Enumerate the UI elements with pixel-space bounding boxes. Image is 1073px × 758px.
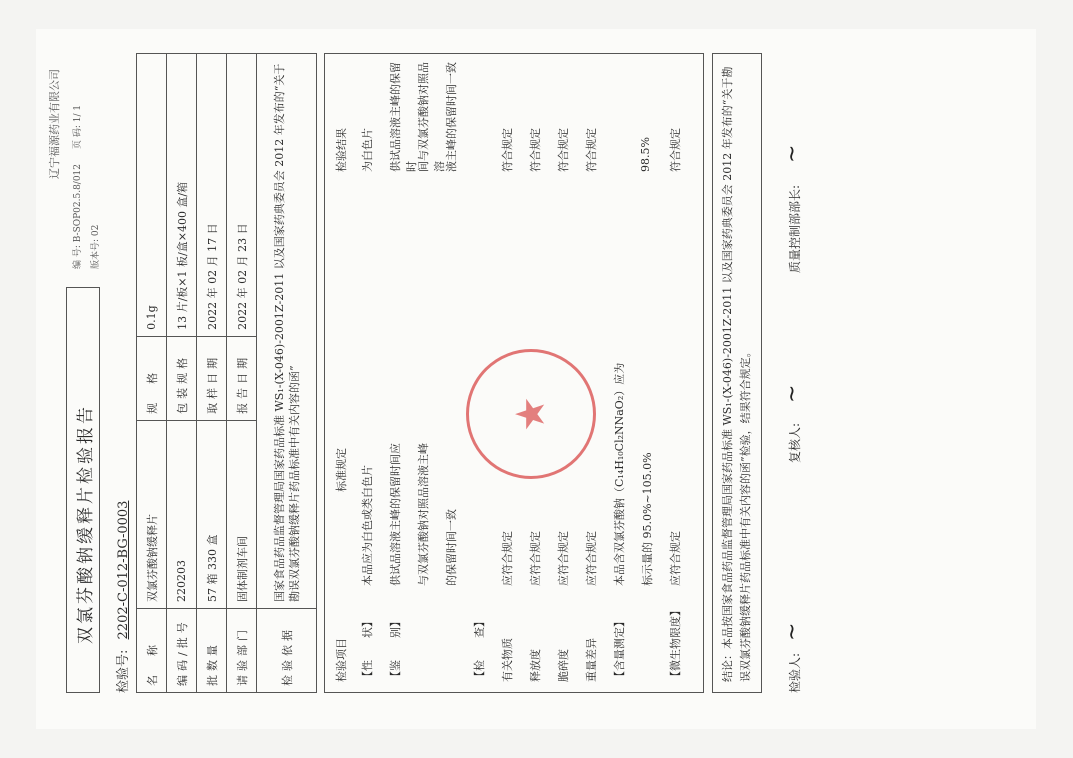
- department-value: 固体制剂车间: [227, 420, 257, 608]
- result-item: 【微生物限度】: [669, 605, 682, 682]
- info-table: [136, 53, 317, 693]
- result-standard: 本品含双氯芬酸钠（C₁₄H₁₀Cl₂NNaO₂）应为: [613, 362, 626, 586]
- result-standard: 的保留时间一致: [445, 509, 458, 586]
- result-item: 重量差异: [585, 638, 598, 682]
- inspector-label: 检验人:: [788, 652, 802, 693]
- result-value: 符合规定: [557, 128, 570, 172]
- report-title: 双氯芬酸钠缓释片检验报告: [66, 287, 100, 693]
- inspector-signature-icon: ~: [780, 622, 805, 641]
- result-standard: 应符合规定: [557, 531, 570, 586]
- result-value: 符合规定: [669, 128, 682, 172]
- sample-date-label: 取样日期: [197, 336, 227, 420]
- result-standard: 应符合规定: [669, 531, 682, 586]
- result-value: 液主峰的保留时间一致: [445, 62, 458, 172]
- result-item: 【鉴 别】: [389, 616, 402, 682]
- report-date-label: 报告日期: [227, 336, 257, 420]
- result-standard: 标示量的 95.0%~105.0%: [641, 452, 654, 586]
- name-value: 双氯芬酸钠缓释片: [137, 420, 167, 608]
- result-value: 符合规定: [529, 128, 542, 172]
- document-code: 编 号: B-SOP02.5.8/012: [73, 163, 83, 269]
- name-label: 名 称: [137, 609, 167, 693]
- version-number: 版本号: 02: [91, 224, 101, 269]
- batch-value: 220203: [167, 420, 197, 608]
- result-standard: 与双氯芬酸钠对照品溶液主峰: [417, 443, 430, 586]
- result-item: 【检 查】: [473, 616, 486, 682]
- result-standard: 供试品溶液主峰的保留时间应: [389, 443, 402, 586]
- reviewer-signature-icon: ~: [780, 384, 805, 403]
- page-info: 页 码: 1/ 1: [73, 104, 83, 149]
- qc-head-label: 质量控制部部长:: [788, 184, 802, 273]
- report-number-label: 检验号:: [116, 649, 131, 693]
- result-value: 供试品溶液主峰的保留时: [389, 62, 418, 172]
- col-standard-header: 标准规定: [335, 448, 348, 492]
- spec-label: 规 格: [137, 336, 167, 420]
- result-standard: 本品应为白色或类白色片: [361, 465, 374, 586]
- result-item: 释放度: [529, 649, 542, 682]
- qc-signature-icon: ~: [780, 144, 805, 163]
- result-standard: 应符合规定: [501, 531, 514, 586]
- result-item: 有关物质: [501, 638, 514, 682]
- quantity-label: 批数量: [197, 609, 227, 693]
- result-item: 脆碎度: [557, 649, 570, 682]
- basis-value: 国家食品药品监督管理局国家药品标准 WS₁-(X-046)-2001Z-2011 以及国家药典委员会 2012 年发布的“关于勘误双氯芬酸钠缓释片药品标准中有关内容的函”: [257, 54, 317, 609]
- department-label: 请验部门: [227, 609, 257, 693]
- quality-stamp-icon: [466, 349, 596, 479]
- report-sheet: [36, 29, 1036, 729]
- result-value: 为白色片: [361, 128, 374, 172]
- batch-label: 编码/批号: [167, 609, 197, 693]
- stamp-star-icon: ★: [508, 396, 554, 432]
- spec-value: 0.1g: [137, 54, 167, 337]
- reviewer-label: 复核人:: [788, 422, 802, 463]
- conclusion: 结论：本品按国家食品药品监督管理局国家药品标准 WS₁-(X-046)-2001Z-2011 以及国家药典委员会 2012 年发布的“关于勘误双氯芬酸钠缓释片药品标准中有关内容的函”检验，结果符合规定。: [712, 53, 762, 693]
- result-value: 符合规定: [501, 128, 514, 172]
- report-number-value: 2202-C-012-BG-0003: [116, 500, 131, 640]
- result-item: 【含量测定】: [613, 616, 626, 682]
- report-number: [112, 501, 131, 693]
- result-value: 符合规定: [585, 128, 598, 172]
- pack-value: 13 片/板×1 板/盒×400 盒/箱: [167, 54, 197, 337]
- result-item: 【性 状】: [361, 616, 374, 682]
- sample-date-value: 2022 年 02 月 17 日: [197, 54, 227, 337]
- basis-label: 检验依据: [257, 609, 317, 693]
- result-standard: 应符合规定: [585, 531, 598, 586]
- result-value: 间与双氯芬酸钠对照品溶: [417, 62, 446, 172]
- result-value: 98.5%: [639, 137, 652, 172]
- company-name: 辽宁福源药业有限公司: [48, 69, 61, 179]
- pack-label: 包装规格: [167, 336, 197, 420]
- quantity-value: 57 箱 330 盒: [197, 420, 227, 608]
- col-result-header: 检验结果: [335, 128, 348, 172]
- col-item-header: 检验项目: [335, 638, 348, 682]
- result-standard: 应符合规定: [529, 531, 542, 586]
- report-date-value: 2022 年 02 月 23 日: [227, 54, 257, 337]
